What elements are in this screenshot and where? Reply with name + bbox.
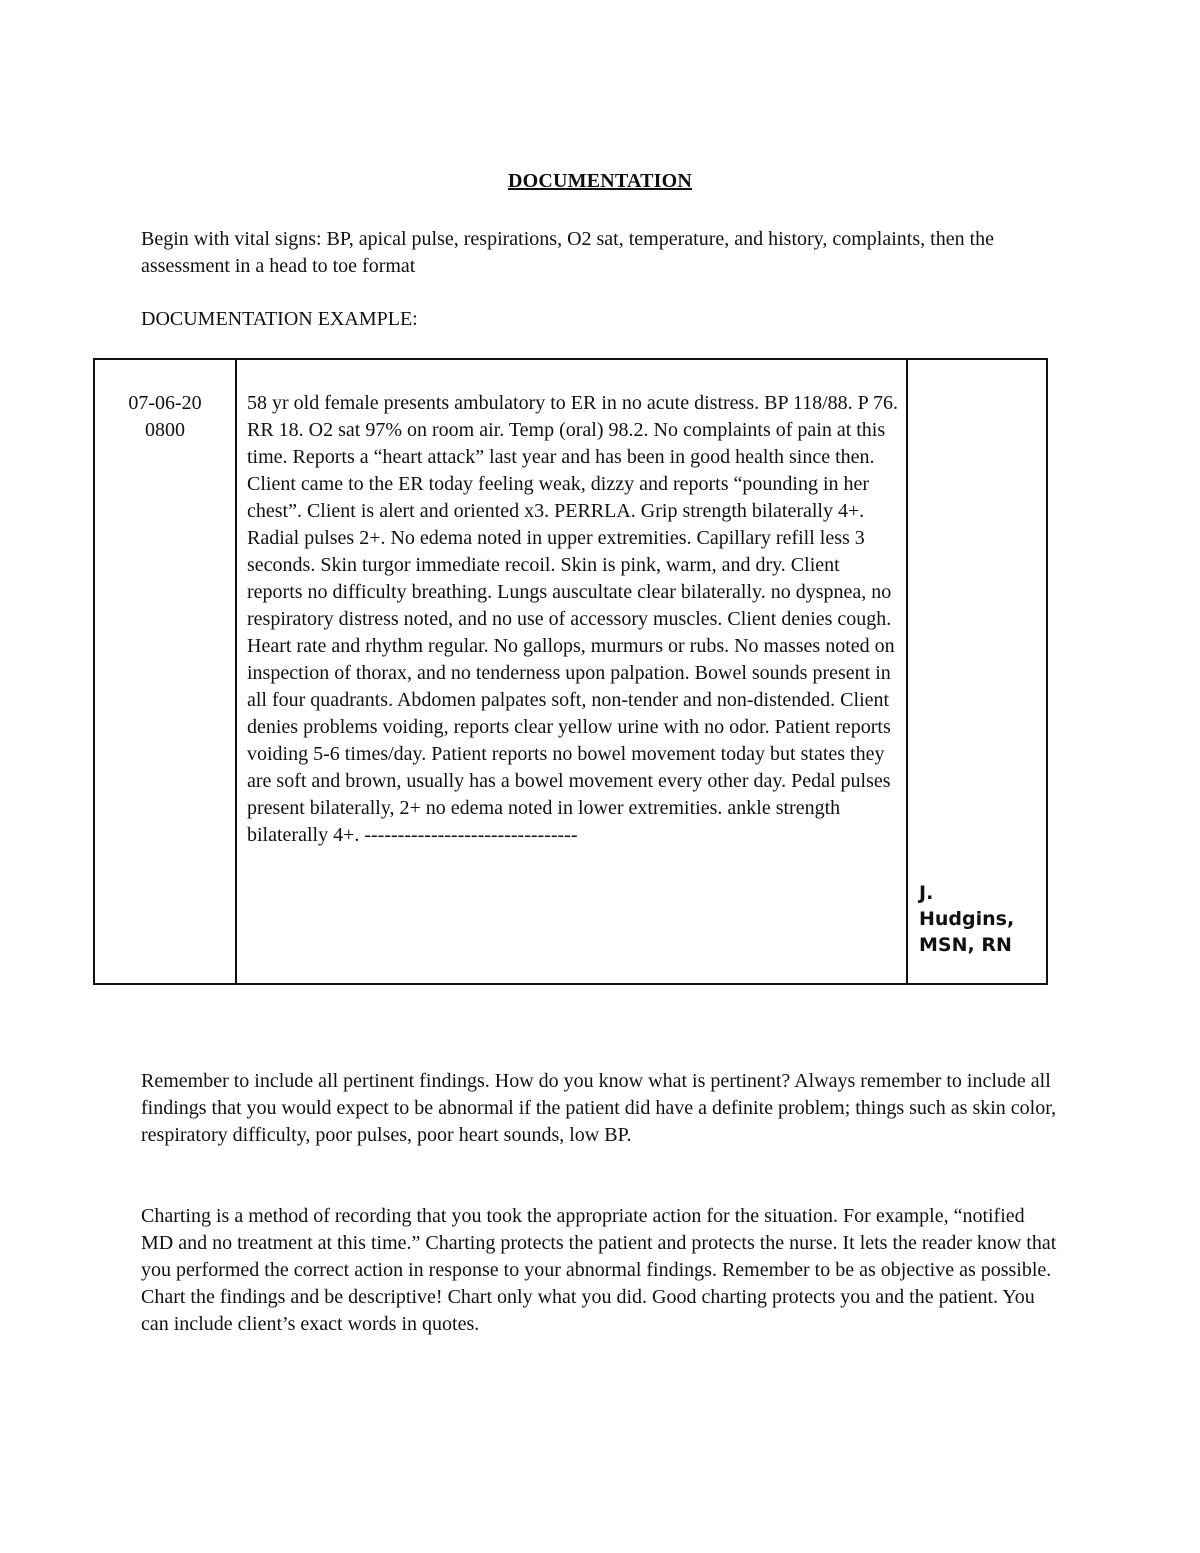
- nursing-note-text: 58 yr old female presents ambulatory to ER in no acute distress. BP 118/88. P 76. RR 18. O2 sat 97% on room air. Temp (oral) 98.2. No complaints of pain at this time. Reports a “heart attack” last year and has been in good health since then. Client came to the ER today feeling weak, dizzy and reports “pounding in her chest”. Client is alert and oriented x3. PERRLA. Grip strength bilaterally 4+. Radial pulses 2+. No edema noted in upper extremities. Capillary refill less 3 seconds. Skin turgor immediate recoil. Skin is pink, warm, and dry. Client reports no difficulty breathing. Lungs auscultate clear bilaterally. no dyspnea, no respiratory distress noted, and no use of accessory muscles. Client denies cough. Heart rate and rhythm regular. No gallops, murmurs or rubs. No masses noted on inspection of thorax, and no tenderness upon palpation. Bowel sounds present in all four quadrants. Abdomen palpates soft, non-tender and non-distended. Client denies problems voiding, reports clear yellow urine with no odor. Patient reports voiding 5-6 times/day. Patient reports no bowel movement today but states they are soft and brown, usually has a bowel movement every other day. Pedal pulses present bilaterally, 2+ no edema noted in lower extremities. ankle strength bilaterally 4+. --------------------------------: [247, 392, 899, 846]
- signature-line-1: J.: [919, 882, 934, 904]
- signature-line-2: Hudgins,: [919, 908, 1015, 930]
- entry-time: 0800: [145, 419, 185, 441]
- remember-paragraph: Remember to include all pertinent findings. How do you know what is pertinent? Always remember to include all findings that you would expect to be abnormal if the patient did have a definite problem; things such as skin color, respiratory difficulty, poor pulses, poor heart sounds, low BP.: [141, 1070, 1057, 1146]
- note-cell: [237, 360, 908, 983]
- page-title: DOCUMENTATION: [507, 170, 693, 192]
- signature: [919, 880, 1044, 958]
- date-time-cell: [95, 360, 237, 983]
- documentation-example-table: [93, 358, 1048, 985]
- signature-cell: [908, 360, 1046, 983]
- signature-line-3: MSN, RN: [919, 934, 1012, 956]
- entry-date: 07-06-20: [128, 392, 202, 414]
- charting-paragraph: Charting is a method of recording that you took the appropriate action for the situation. For example, “notified MD and no treatment at this time.” Charting protects the patient and protects the nurse. It lets the reader know that you performed the correct action in response to your abnormal findings. Remember to be as objective as possible. Chart the findings and be descriptive! Chart only what you did. Good charting protects you and the patient. You can include client’s exact words in quotes.: [141, 1205, 1057, 1335]
- intro-paragraph: Begin with vital signs: BP, apical pulse, respirations, O2 sat, temperature, and history, complaints, then the assessment in a head to toe format: [141, 228, 994, 277]
- example-label: DOCUMENTATION EXAMPLE:: [141, 308, 418, 330]
